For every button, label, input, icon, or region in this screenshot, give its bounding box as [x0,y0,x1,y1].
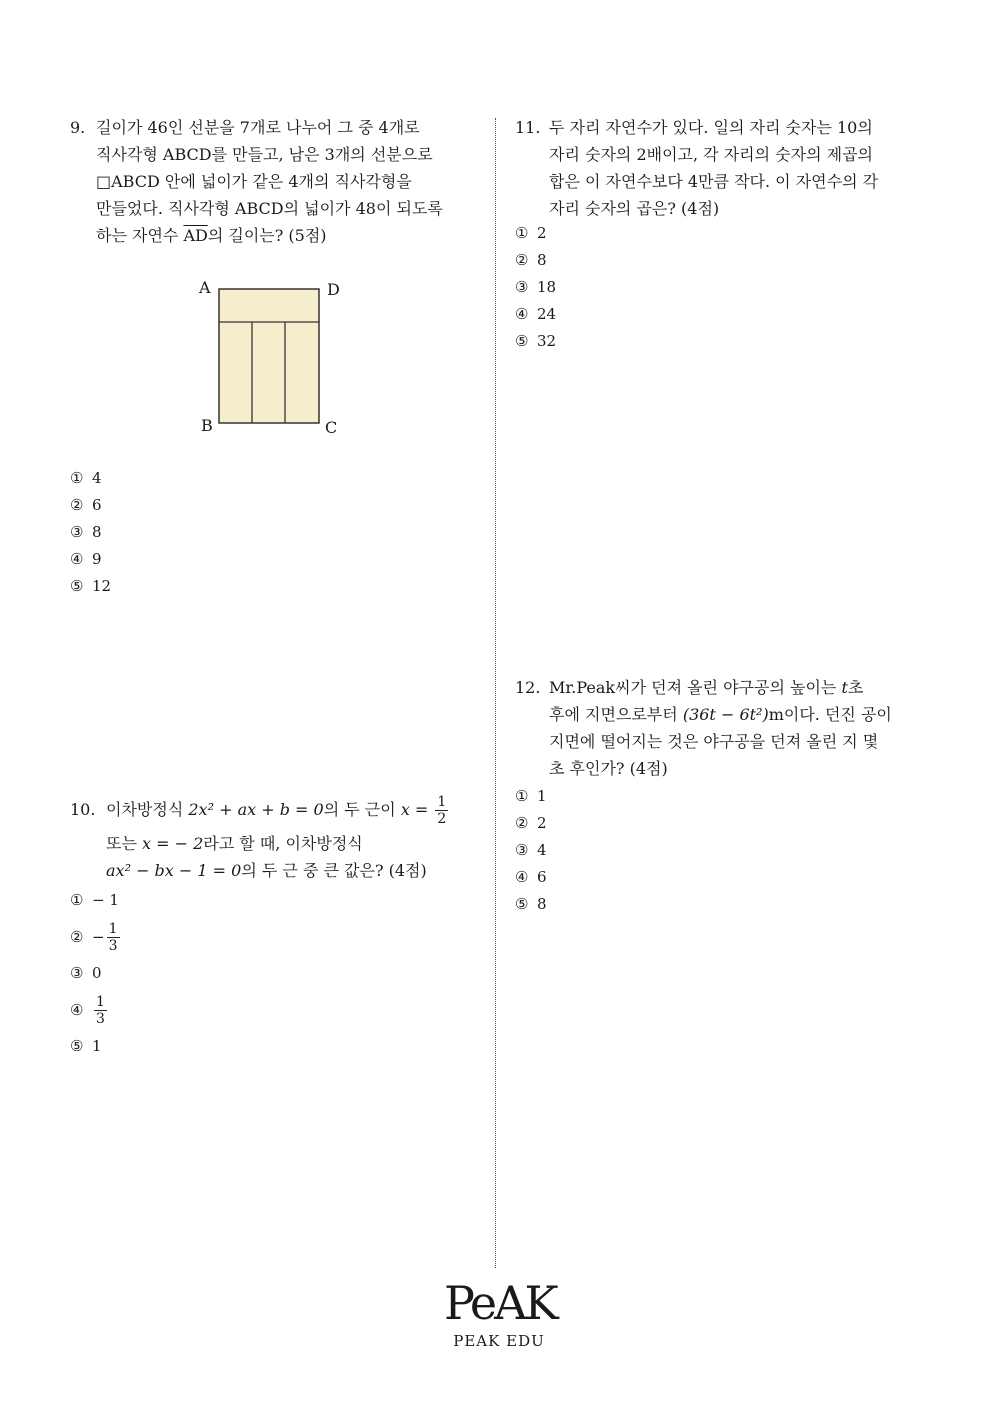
stem-line [549,674,925,701]
stem-text: 하는 자연수 [96,226,184,245]
stem-line: 자리 숫자의 곱은? (4점) [549,199,720,218]
choice-text: 6 [537,868,547,886]
choice-mark: ① [515,787,529,805]
variable-t: t [841,678,848,697]
stem-line: 초 후인가? (4점) [549,759,668,778]
segment-ad: $\overline{AD}$ [183,226,208,245]
stem-line: 길이가 46인 선분을 7개로 나누어 그 중 4개로 [96,118,420,137]
vertex-label-d: D [327,280,340,299]
stem-text: 의 두 근 중 큰 값은? (4점) [241,861,427,880]
expression: (36t − 6t²) [682,705,769,724]
question-stem [549,674,925,782]
stem-text: Mr.Peak씨가 던져 올린 야구공의 높이는 [549,678,842,697]
stem-text: 이차방정식 [106,800,189,819]
choice-text: 32 [537,332,557,350]
stem-line [96,222,490,249]
choice-text: − 1 [92,891,119,909]
logo-mark: PeAK [444,1276,556,1330]
choice-mark: ② [515,251,529,269]
choices-q11 [515,220,556,355]
fraction [107,922,120,953]
stem-line: 지면에 떨어지는 것은 야구공을 던져 올린 지 몇 [549,732,879,751]
choice-2[interactable] [70,914,122,960]
choice-text: 24 [537,305,557,323]
choice-mark: ③ [70,964,84,982]
choice-mark: ⑤ [70,577,84,595]
choice-mark: ② [70,927,84,946]
choice-mark: ③ [515,278,529,296]
question-stem [106,790,490,884]
choice-text: 8 [537,251,547,269]
choice-mark: ⑤ [515,895,529,913]
equation: ax² − bx − 1 = 0 [106,861,242,880]
stem-text: 후에 지면으로부터 [549,705,683,724]
vertex-label-c: C [325,418,338,437]
stem-text: m이다. 던진 공이 [768,705,892,724]
stem-text: 의 두 근이 [323,800,401,819]
choice-2[interactable] [515,247,556,274]
equation: x = − 2 [142,834,204,853]
choice-text: 8 [537,895,547,913]
stem-line [106,857,490,884]
rectangle-diagram [195,278,355,438]
choices-q9 [70,465,111,600]
choice-3[interactable] [70,960,122,987]
stem-text: 초 [847,678,864,697]
choice-1[interactable] [70,465,111,492]
outer-rectangle [219,289,319,423]
choice-1[interactable] [70,887,122,914]
choice-mark: ② [70,496,84,514]
stem-line [106,830,490,857]
choice-text: 9 [92,550,102,568]
choice-text: 4 [92,469,102,487]
fraction [435,795,448,826]
denominator: 2 [437,811,447,827]
choice-4[interactable] [70,546,111,573]
choice-text: 8 [92,523,102,541]
choice-text: 6 [92,496,102,514]
choice-mark: ④ [515,868,529,886]
logo-text: PEAK EDU [453,1332,545,1350]
stem-line [106,790,490,830]
question-10 [70,790,490,884]
choice-4[interactable] [515,301,556,328]
stem-text: 의 길이는? (5점) [207,226,327,245]
choice-mark: ③ [70,523,84,541]
peak-edu-logo [444,1276,556,1350]
question-number: 10. [70,800,96,819]
choice-4[interactable] [70,987,122,1033]
choice-text: 18 [537,278,557,296]
choice-mark: ⑤ [70,1037,84,1055]
denominator: 3 [108,937,118,954]
choice-text: 2 [537,814,547,832]
choice-mark: ③ [515,841,529,859]
equation: 2x² + ax + b = 0 [188,800,324,819]
vertex-label-b: B [201,416,213,435]
stem-line: 합은 이 자연수보다 4만큼 작다. 이 자연수의 각 [549,172,879,191]
rectangle-figure [195,278,355,438]
column-divider [495,118,496,1268]
choice-1[interactable] [515,783,547,810]
choice-2[interactable] [70,492,111,519]
choice-5[interactable] [515,891,547,918]
choice-2[interactable] [515,810,547,837]
question-number: 9. [70,118,86,137]
question-stem [96,114,490,249]
denominator: 3 [96,1010,105,1027]
choice-text: 1 [537,787,547,805]
stem-line: 자리 숫자의 2배이고, 각 자리의 숫자의 제곱의 [549,145,873,164]
choice-text: 4 [537,841,547,859]
stem-line: 두 자리 자연수가 있다. 일의 자리 숫자는 10의 [549,118,873,137]
numerator: 1 [108,920,118,937]
choice-4[interactable] [515,864,547,891]
choice-mark: ⑤ [515,332,529,350]
question-9 [70,114,490,249]
choice-mark: ② [515,814,529,832]
stem-text: 라고 할 때, 이차방정식 [203,834,363,853]
choice-3[interactable] [515,837,547,864]
stem-line [549,701,925,728]
choice-3[interactable] [70,519,111,546]
choice-text: 0 [92,964,102,982]
equation: x = [400,800,434,819]
stem-line: 직사각형 ABCD를 만들고, 남은 3개의 선분으로 [96,145,433,164]
choice-5[interactable] [515,328,556,355]
choice-text: 2 [537,224,547,242]
fraction [94,995,107,1026]
choice-text: 1 [92,1037,102,1055]
choice-mark: ① [515,224,529,242]
choice-5[interactable] [70,1033,122,1060]
vertex-label-a: A [199,278,211,297]
choice-mark: ④ [515,305,529,323]
numerator: 1 [437,794,447,810]
choice-sign: − [92,927,105,946]
choice-3[interactable] [515,274,556,301]
question-number: 11. [515,118,541,137]
stem-line: □ABCD 안에 넓이가 같은 4개의 직사각형을 [96,172,412,191]
choice-mark: ④ [70,1000,84,1019]
numerator: 1 [96,993,105,1010]
stem-line: 만들었다. 직사각형 ABCD의 넓이가 48이 되도록 [96,199,443,218]
choice-text: 12 [92,577,112,595]
choice-1[interactable] [515,220,556,247]
question-stem [549,114,925,222]
choices-q10 [70,887,122,1060]
choice-mark: ④ [70,550,84,568]
stem-text: 또는 [106,834,142,853]
question-11 [515,114,925,222]
question-12 [515,674,925,782]
question-number: 12. [515,678,541,697]
choice-mark: ① [70,469,84,487]
choices-q12 [515,783,547,918]
choice-mark: ① [70,891,84,909]
choice-5[interactable] [70,573,111,600]
